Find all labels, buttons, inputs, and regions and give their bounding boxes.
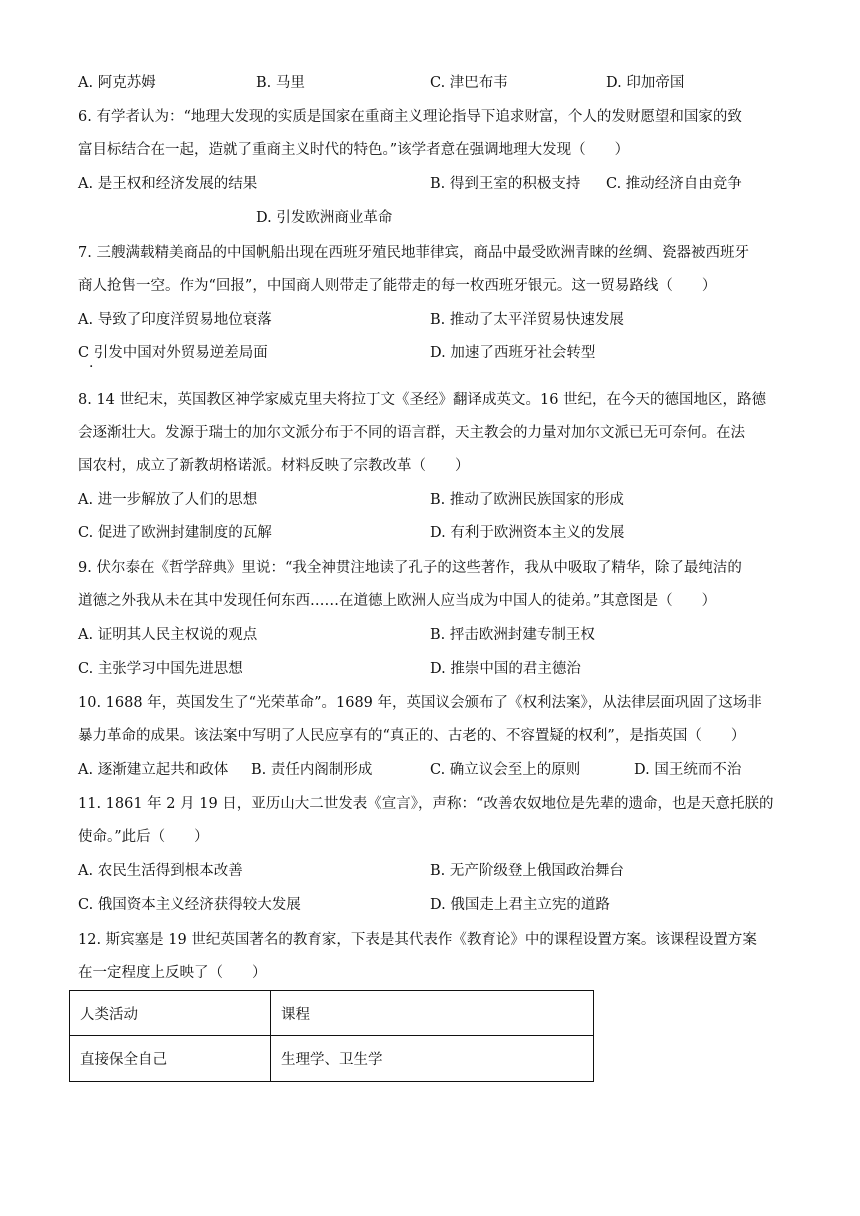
q5-option-c[interactable]: C. 津巴布韦 bbox=[430, 75, 508, 91]
q6-option-c[interactable]: C. 推动经济自由竞争 bbox=[606, 176, 742, 192]
q8-option-c[interactable]: C. 促进了欧洲封建制度的瓦解 bbox=[78, 525, 272, 541]
table-cell-activity: 直接保全自己 bbox=[70, 1036, 271, 1082]
q11-stem-line-2: 使命。”此后（ ） bbox=[78, 829, 209, 845]
q8-option-a[interactable]: A. 进一步解放了人们的思想 bbox=[78, 492, 258, 508]
q10-option-c[interactable]: C. 确立议会至上的原则 bbox=[430, 762, 581, 778]
q12-stem-line-2: 在一定程度上反映了（ ） bbox=[78, 965, 267, 981]
q8-option-d[interactable]: D. 有利于欧洲资本主义的发展 bbox=[430, 525, 625, 541]
q6-option-b[interactable]: B. 得到王室的积极支持 bbox=[430, 176, 581, 192]
q8-option-b[interactable]: B. 推动了欧洲民族国家的形成 bbox=[430, 492, 624, 508]
curriculum-table bbox=[69, 990, 594, 1082]
q8-stem-line-1: 8. 14 世纪末，英国教区神学家威克里夫将拉丁文《圣经》翻译成英文。16 世纪，在今天的德国地区，路德 bbox=[78, 392, 767, 408]
q7-option-b[interactable]: B. 推动了太平洋贸易快速发展 bbox=[430, 312, 624, 328]
q9-option-d[interactable]: D. 推崇中国的君主德治 bbox=[430, 661, 581, 677]
q10-option-b[interactable]: B. 责任内阁制形成 bbox=[251, 762, 373, 778]
table-row bbox=[70, 1036, 594, 1082]
q7-stem-line-1: 7. 三艘满载精美商品的中国帆船出现在西班牙殖民地菲律宾，商品中最受欧洲青睐的丝绸、瓷器被西班牙 bbox=[78, 245, 749, 261]
q7-option-a[interactable]: A. 导致了印度洋贸易地位衰落 bbox=[78, 312, 272, 328]
q5-option-a[interactable]: A. 阿克苏姆 bbox=[78, 75, 156, 91]
q11-option-d[interactable]: D. 俄国走上君主立宪的道路 bbox=[430, 897, 610, 913]
q11-option-b[interactable]: B. 无产阶级登上俄国政治舞台 bbox=[430, 863, 624, 879]
table-header-activity: 人类活动 bbox=[70, 991, 271, 1036]
q7-option-c[interactable]: C 引发中国对外贸易逆差局面 bbox=[78, 345, 268, 361]
q11-option-c[interactable]: C. 俄国资本主义经济获得较大发展 bbox=[78, 897, 301, 913]
q7-stem-line-2: 商人抢售一空。作为“回报”，中国商人则带走了能带走的每一枚西班牙银元。这一贸易路线（ ） bbox=[78, 278, 717, 294]
q11-stem-line-1: 11. 1861 年 2 月 19 日，亚历山大二世发表《宣言》，声称：“改善农奴地位是先辈的遗命，也是天意托朕的 bbox=[78, 796, 774, 812]
q9-stem-line-1: 9. 伏尔泰在《哲学辞典》里说：“我全神贯注地读了孔子的这些著作，我从中吸取了精华，除了最纯洁的 bbox=[78, 560, 742, 576]
stray-dot: · bbox=[89, 359, 94, 375]
q9-stem-line-2: 道德之外我从未在其中发现任何东西……在道德上欧洲人应当成为中国人的徒弟。”其意图是（ ） bbox=[78, 593, 717, 609]
q9-option-c[interactable]: C. 主张学习中国先进思想 bbox=[78, 661, 243, 677]
q11-option-a[interactable]: A. 农民生活得到根本改善 bbox=[78, 863, 243, 879]
q10-option-d[interactable]: D. 国王统而不治 bbox=[634, 762, 742, 778]
q8-stem-line-3: 国农村，成立了新教胡格诺派。材料反映了宗教改革（ ） bbox=[78, 458, 470, 474]
q5-option-d[interactable]: D. 印加帝国 bbox=[606, 75, 685, 91]
table-header-row bbox=[70, 991, 594, 1036]
q10-option-a[interactable]: A. 逐渐建立起共和政体 bbox=[78, 762, 229, 778]
q10-stem-line-1: 10. 1688 年，英国发生了“光荣革命”。1689 年，英国议会颁布了《权利法案》，从法律层面巩固了这场非 bbox=[78, 695, 762, 711]
q9-option-b[interactable]: B. 抨击欧洲封建专制王权 bbox=[430, 627, 595, 643]
q6-option-d[interactable]: D. 引发欧洲商业革命 bbox=[256, 210, 393, 226]
q12-stem-line-1: 12. 斯宾塞是 19 世纪英国著名的教育家，下表是其代表作《教育论》中的课程设置方案。该课程设置方案 bbox=[78, 932, 757, 948]
q7-option-d[interactable]: D. 加速了西班牙社会转型 bbox=[430, 345, 596, 361]
q6-stem-line-1: 6. 有学者认为：“地理大发现的实质是国家在重商主义理论指导下追求财富，个人的发财愿望和国家的致 bbox=[78, 109, 742, 125]
q10-stem-line-2: 暴力革命的成果。该法案中写明了人民应享有的“真正的、古老的、不容置疑的权利”，是指英国（ ） bbox=[78, 728, 746, 744]
table-cell-course: 生理学、卫生学 bbox=[271, 1036, 594, 1082]
q6-option-a[interactable]: A. 是王权和经济发展的结果 bbox=[78, 176, 258, 192]
table-header-course: 课程 bbox=[271, 991, 594, 1036]
q6-stem-line-2: 富目标结合在一起，造就了重商主义时代的特色。”该学者意在强调地理大发现（ ） bbox=[78, 142, 630, 158]
q9-option-a[interactable]: A. 证明其人民主权说的观点 bbox=[78, 627, 258, 643]
q5-option-b[interactable]: B. 马里 bbox=[256, 75, 305, 91]
q8-stem-line-2: 会逐渐壮大。发源于瑞士的加尔文派分布于不同的语言群，天主教会的力量对加尔文派已无可奈何。在法 bbox=[78, 425, 745, 441]
